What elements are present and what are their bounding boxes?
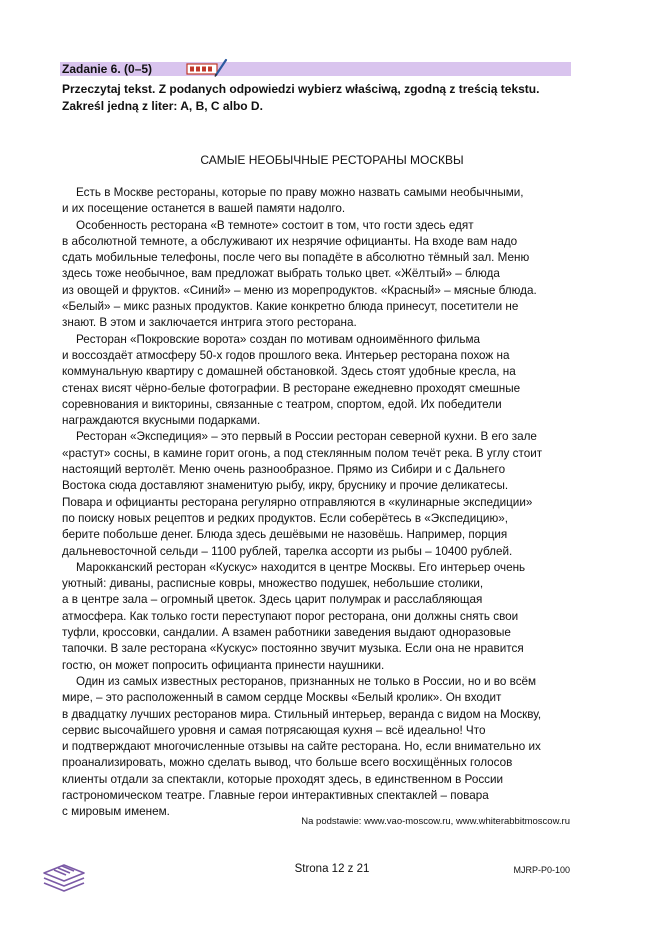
article-line: и их посещение останется в вашей памяти надолго. (62, 202, 346, 216)
exam-code: MJRP-P0-100 (513, 865, 570, 875)
article-line: и воссоздаёт атмосферу 50-х годов прошлого века. Интерьер ресторана похож на (62, 348, 510, 362)
article-line: с мировым именем. (62, 805, 170, 819)
article-line: Один из самых известных ресторанов, признанных не только в России, но и во всём (76, 674, 537, 688)
article-line: «растут» сосны, в камине горит огонь, а под стеклянным полом течёт река. В углу стоит (62, 446, 543, 460)
article-line: Ресторан «Покровские ворота» создан по мотивам одноимённого фильма (76, 332, 481, 346)
article-line: сдать мобильные телефоны, после чего вы попадёте в абсолютно тёмный зал. Меню (62, 251, 530, 265)
article-line: Марокканский ресторан «Кускус» находится в центре Москвы. Его интерьер очень (76, 560, 526, 574)
article-line: из овощей и фруктов. «Синий» – меню из морепродуктов. «Красный» – мясные блюда. (62, 283, 537, 297)
task-instructions (62, 81, 582, 115)
article-line: Есть в Москве рестораны, которые по праву можно назвать самыми необычными, (76, 186, 524, 199)
article-line: дальневосточной сельди – 1100 рублей, тарелка ассорти из рыбы – 10400 рублей. (62, 544, 513, 558)
article-line: Особенность ресторана «В темноте» состоит в том, что гости здесь едят (76, 218, 474, 232)
article-line: знают. В этом и заключается интрига этого ресторана. (62, 316, 357, 330)
article-line: награждаются вкусными подарками. (62, 414, 261, 428)
source-note: Na podstawie: www.vao-moscow.ru, www.whiterabbitmoscow.ru (301, 816, 570, 827)
article-line: Повара и официанты ресторана регулярно отправляются в «кулинарные экспедиции» (62, 495, 533, 509)
article-line: берите побольше денег. Блюда здесь дешёвыми не назовёшь. Например, порция (62, 528, 508, 542)
article-line: настоящий вертолёт. Меню очень разнообразное. Прямо из Сибири и с Дальнего (62, 463, 506, 477)
article-line: гостю, он может попросить официанта принести наушники. (62, 658, 385, 672)
article-line: проанализировать, можно сделать вывод, что больше всего восхищённых голосов (62, 756, 513, 770)
instruction-line: Przeczytaj tekst. Z podanych odpowiedzi wybierz właściwą, zgodną z treścią tekstu. (62, 82, 540, 96)
article-line: уютный: диваны, расписные ковры, множество подушек, небольшие столики, (62, 577, 484, 591)
article-line: здесь тоже необычное, вам предложат выбрать только цвет. «Жёлтый» – блюда (62, 267, 500, 281)
article-line: Ресторан «Экспедиция» – это первый в России ресторан северной кухни. В его зале (76, 430, 537, 444)
task-label: Zadanie 6. (0–5) (62, 62, 153, 76)
article-line: гастрономическом театре. Главные герои интерактивных спектаклей – повара (62, 788, 489, 802)
article-line: а в центре зала – огромный цветок. Здесь царит полумрак и расслабляющая (62, 593, 483, 607)
article-line: «Белый» – микс разных продуктов. Какие конкретно блюда принесут, посетители не (62, 300, 519, 314)
article-line: и подтверждают многочисленные отзывы на сайте ресторана. Но, если внимательно их (62, 740, 541, 754)
article-line: стенах висят чёрно-белые фотографии. В ресторане ежедневно проходят смешные (62, 381, 521, 395)
text-title: САМЫЕ НЕОБЫЧНЫЕ РЕСТОРАНЫ МОСКВЫ (200, 153, 464, 167)
article-line: тапочки. В зале ресторана «Кускус» постоянно звучит музыка. Если она не нравится (62, 642, 524, 656)
article-line: клиенты отдали за спектакли, которые проходят здесь, в единственном в России (62, 772, 504, 786)
article-line: атмосфера. Как только гости переступают порог ресторана, они должны снять свои (62, 609, 519, 623)
article-line: соревнования и викторины, связанные с театром, спортом, едой. Их победители (62, 397, 502, 411)
article-text (62, 185, 582, 821)
article-line: в двадцатку лучших ресторанов мира. Стильный интерьер, веранда с видом на Москву, (62, 707, 542, 721)
instruction-line: Zakreśl jedną z liter: A, B, C albo D. (62, 99, 263, 113)
article-line: коммунальную квартиру с домашней обстановкой. Здесь стоят удобные кресла, на (62, 365, 516, 379)
article-line: Востока сюда доставляют знаменитую рыбу, икру, бруснику и прочие деликатесы. (62, 479, 509, 493)
article-line: по поиску новых рецептов и редких продуктов. Если соберётесь в «Экспедицию», (62, 511, 508, 525)
article-line: сервис высочайшего уровня и самая потрясающая кухня – всё идеально! Что (62, 723, 486, 737)
page-number: Strona 12 z 21 (294, 863, 370, 875)
article-line: в абсолютной темноте, а обслуживают их незрячие официанты. На входе вам надо (62, 234, 518, 248)
article-line: мире, – это расположенный в самом сердце Москвы «Белый кролик». Он входит (62, 691, 502, 705)
article-line: туфли, кроссовки, сандалии. А взамен работники заведения выдают одноразовые (62, 626, 511, 640)
